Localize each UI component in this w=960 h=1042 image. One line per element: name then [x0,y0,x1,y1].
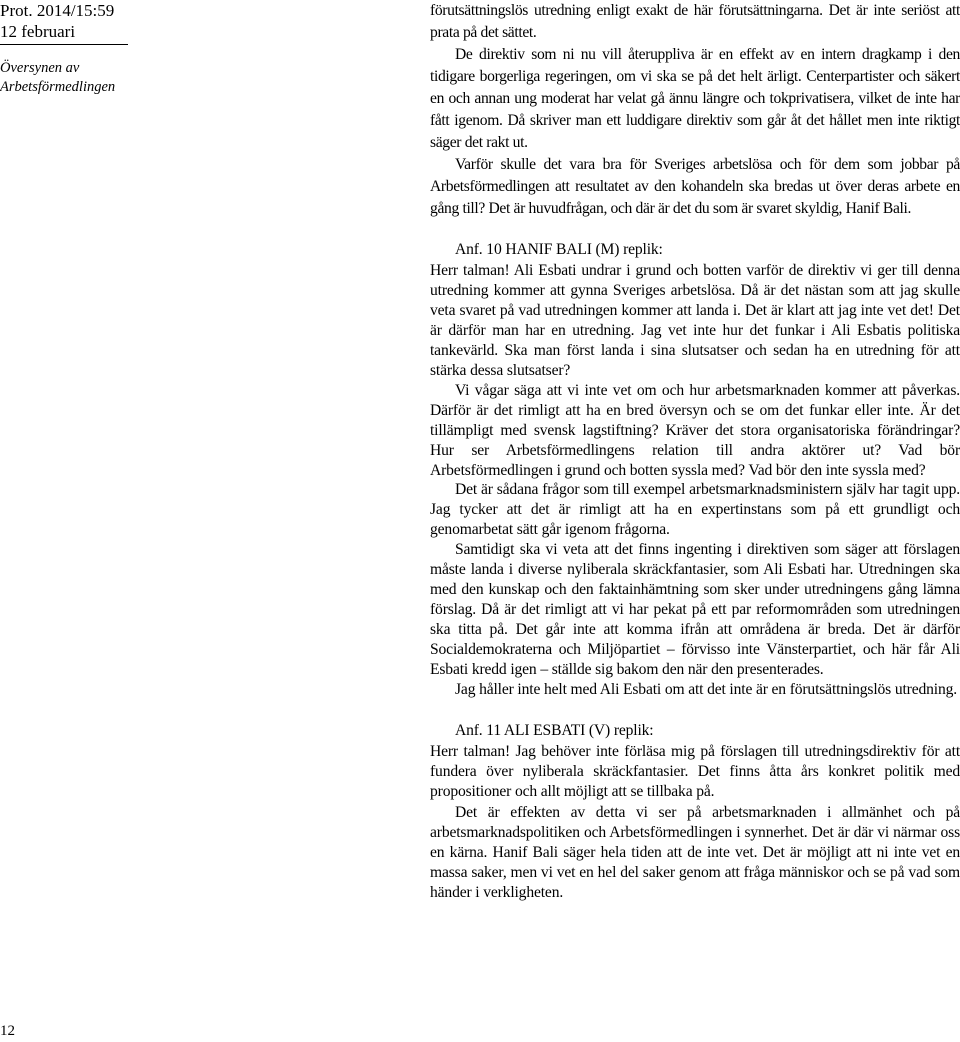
paragraph: förutsättningslös utredning enligt exakt de här förutsättningarna. Det är inte seriöst att prata på det sättet. [430,2,960,41]
paragraph: Samtidigt ska vi veta att det finns ingenting i direktiven som säger att förslagen måste landa i diverse nyliberala skräckfantasier, som Ali Esbati har. Utredningen ska med den kunskap och den faktainhämtning som sker under utredningens gång lämna förslag. Då är det rimligt att vi har pekat på ett par reformområden som utredningen ska titta på. Det går inte att komma ifrån att områdena är breda. Det är därför Socialdemokraterna och Miljöpartiet – förvisso inte Vänsterpartiet, och här får Ali Esbati kredd igen – ställde sig bakom den när den presenterades. [430,541,960,679]
paragraph: Herr talman! Ali Esbati undrar i grund och botten varför de direktiv vi ger till denna utredning kommer att gynna Sveriges arbetslösa. Då är det nästan som att jag skulle veta svaret på vad utredningen kommer att landa i. Det är klart att jag inte vet det! Det är därför man har en utredning. Jag vet inte hur det funkar i Ali Esbatis politiska tankevärld. Ska man först landa i sina slutsatser och sedan ha en utredning för att stärka dessa slutsatser? [430,262,960,379]
paragraph: Herr talman! Jag behöver inte förläsa mig på förslagen till utredningsdirektiv för att fundera över nyliberala skräckfantasier. Det finns åtta års konkret politik med propositioner och allt möjligt att se tillbaka på. [430,742,960,801]
speech-anf-10 [430,239,960,700]
section-spacer [430,220,960,239]
continuation-section [430,0,960,220]
header-divider [0,44,128,45]
subject-line-1: Översynen av [0,60,80,76]
paragraph: Varför skulle det vara bra för Sveriges arbetslösa och för dem som jobbar på Arbetsförmedlingen att resultatet av den kohandeln ska bredas ut över deras arbete en gång till? Det är huvudfrågan, och där är det du som är svaret skyldig, Hanif Bali. [430,156,960,217]
paragraph: Vi vågar säga att vi inte vet om och hur arbetsmarknaden kommer att påverkas. Därför är det rimligt att ha en bred översyn och se om det funkar eller inte. Är det tillämpligt med svensk lagstiftning? Kräver det stora organisatoriska förändringar? Hur ser Arbetsförmedlingens relation till andra aktörer ut? Vad bör Arbetsförmedlingen i grund och botten syssla med? Vad bör den inte syssla med? [430,381,960,479]
subject-line-2: Arbetsförmedlingen [0,79,116,95]
main-text-column [430,0,960,904]
subject-title [0,59,130,97]
speaker-heading: Anf. 10 HANIF BALI (M) replik: [455,241,663,258]
paragraph: De direktiv som ni nu vill återuppliva är en effekt av en intern dragkamp i den tidigare borgerliga regeringen, om vi ska se på det helt ärligt. Centerpartister och säkert en och annan ung moderat har velat gå ännu längre och tokprivatisera, vilket de inte har fått igenom. Då skriver man ett luddigare direktiv som går åt det hållet men inte riktigt säger det rakt ut. [430,46,960,151]
protocol-date: 12 februari [0,22,76,41]
margin-header [0,0,130,97]
speaker-heading: Anf. 11 ALI ESBATI (V) replik: [455,721,654,739]
protocol-number: Prot. 2014/15:59 [0,1,115,20]
paragraph: Jag håller inte helt med Ali Esbati om att det inte är en förutsättningslös utredning. [455,681,958,699]
speech-anf-11 [430,720,960,904]
section-spacer [430,700,960,720]
page-number: 12 [0,1023,15,1039]
paragraph: Det är effekten av detta vi ser på arbetsmarknaden i allmänhet och på arbetsmarknadspolitiken och Arbetsförmedlingen i synnerhet. Det är där vi närmar oss en kärna. Hanif Bali säger hela tiden att de inte vet. Det är möjligt att ni inte vet en massa saker, men vi vet en hel del saker genom att fråga människor och se på vad som händer i verkligheten. [430,803,960,902]
paragraph: Det är sådana frågor som till exempel arbetsmarknadsministern själv har tagit upp. Jag tycker att det är rimligt att ha en expertinstans som på ett grundligt och genomarbetat sätt går igenom frågorna. [430,481,960,539]
